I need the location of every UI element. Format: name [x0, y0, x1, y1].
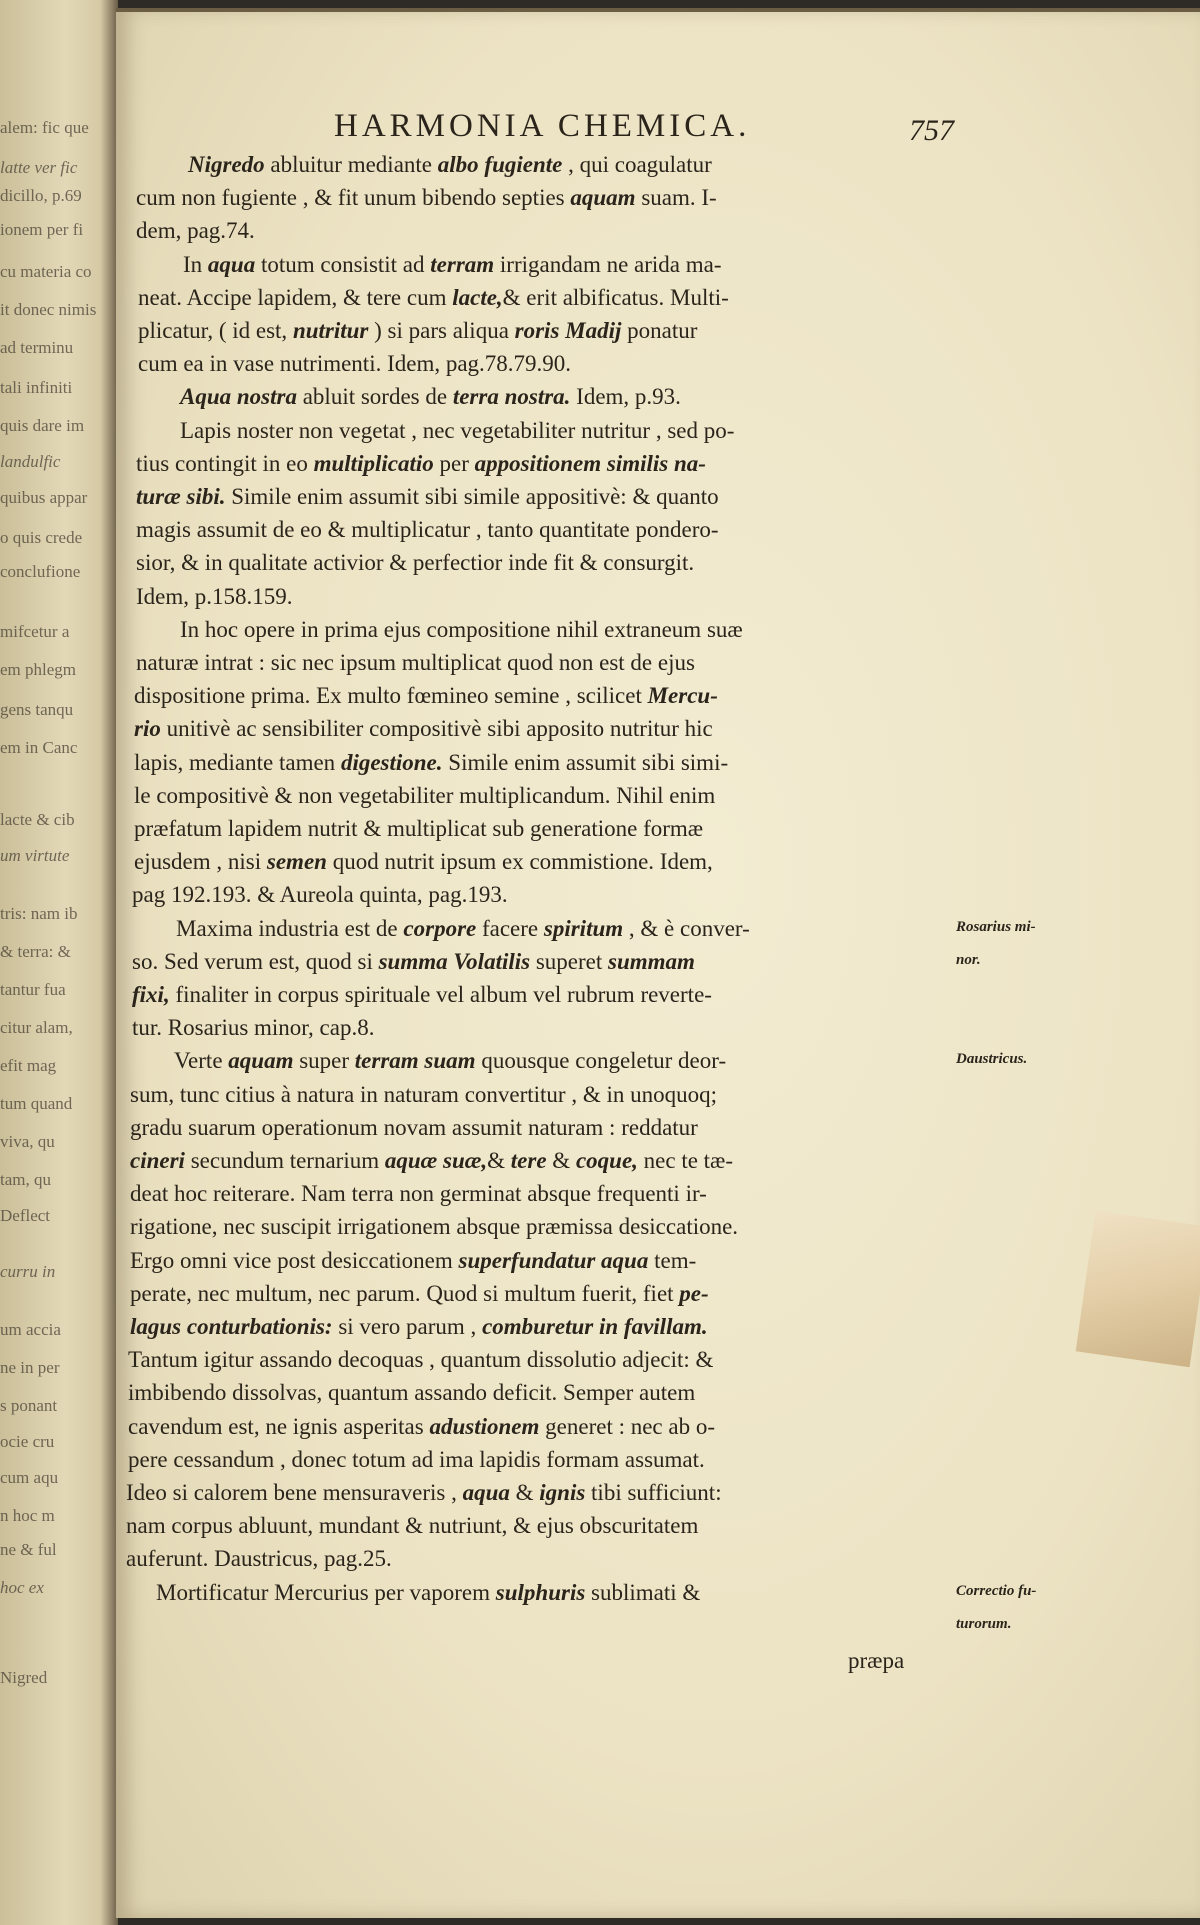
text-run: finaliter in corpus spirituale vel album vel rubrum reverte-: [169, 982, 712, 1007]
text-line: [134, 781, 1200, 811]
text-run: perate, nec multum, nec parum. Quod si multum fuerit, fiet: [130, 1280, 680, 1306]
text-line: [130, 1146, 1200, 1176]
text-run: In hoc opere in prima ejus compositione nihil extraneum suæ: [180, 616, 743, 642]
italic-term: digestione.: [340, 749, 443, 775]
text-line: [134, 681, 1200, 711]
text-run: pere cessandum , donec totum ad ima lapidis formam assumat.: [128, 1446, 705, 1472]
text-run: Tantum igitur assando decoquas , quantum dissolutio adjecit: &: [128, 1347, 714, 1373]
text-run: le compositivè & non vegetabiliter multiplicandum. Nihil enim: [134, 782, 716, 808]
text-run: Maxima industria est de: [176, 915, 404, 941]
text-run: abluitur mediante: [264, 152, 438, 177]
text-run: dem, pag.74.: [136, 218, 255, 244]
left-page-fragment: conclufione: [0, 562, 81, 581]
text-run: Verte: [174, 1048, 229, 1074]
marginal-note: Rosarius mi-: [956, 918, 1036, 935]
italic-term: ignis: [539, 1480, 586, 1505]
marginal-note: turorum.: [956, 1615, 1012, 1632]
italic-term: terra nostra.: [452, 384, 571, 410]
left-page-fragment: um virtute: [0, 846, 70, 865]
text-run: irrigandam ne arida ma-: [494, 251, 722, 277]
text-line: [130, 1179, 1200, 1209]
left-page-fragment: viva, qu: [0, 1132, 55, 1151]
text-line: [130, 1312, 1200, 1342]
left-page-fragment: Nigred: [0, 1668, 48, 1687]
text-run: cum ea in vase nutrimenti. Idem, pag.78.79.90.: [138, 351, 572, 377]
text-run: generet : nec ab o-: [539, 1413, 716, 1439]
text-run: In: [183, 251, 208, 277]
text-line: [134, 748, 1200, 778]
left-page-fragment: n hoc m: [0, 1506, 55, 1525]
paper-bookmark-strip: [1076, 1211, 1200, 1368]
text-line: [132, 980, 1200, 1010]
left-page-fragment: quis dare im: [0, 416, 85, 435]
text-run: gradu suarum operationum novam assumit naturam : reddatur: [130, 1114, 698, 1140]
text-run: tius contingit in eo: [136, 450, 314, 476]
left-page-fragment: o quis crede: [0, 528, 83, 547]
left-page-fragment: latte ver fic: [0, 158, 78, 177]
text-line: [136, 648, 1200, 678]
left-page-fragment: ne & ful: [0, 1540, 57, 1559]
text-line: [130, 1279, 1200, 1309]
left-page-fragment: lacte & cib: [0, 810, 75, 829]
text-run: tur. Rosarius minor, cap.8.: [132, 1015, 375, 1041]
left-page-fragment: alem: fic que: [0, 118, 89, 137]
text-line: [138, 349, 1200, 379]
text-run: abluit sordes de: [296, 384, 453, 410]
left-page-fragment: ne in per: [0, 1358, 60, 1377]
italic-term: cineri: [130, 1148, 185, 1173]
text-run: dispositione prima. Ex multo fœmineo semine , scilicet: [134, 683, 648, 709]
italic-term: adustionem: [429, 1413, 540, 1439]
left-page-fragment: ocie cru: [0, 1432, 55, 1451]
text-line: [130, 1113, 1200, 1143]
text-line: [136, 482, 1200, 512]
text-line: [176, 914, 1200, 944]
text-line: [136, 582, 1200, 612]
text-run: nec te tæ-: [637, 1148, 734, 1173]
text-run: ponatur: [621, 318, 698, 343]
italic-term: turæ sibi.: [136, 484, 226, 509]
text-run: imbibendo dissolvas, quantum assando deficit. Semper autem: [128, 1380, 696, 1406]
text-run: &: [487, 1148, 511, 1173]
text-run: sublimati &: [585, 1579, 701, 1605]
left-page-fragment: gens tanqu: [0, 700, 74, 719]
italic-term: fixi,: [132, 982, 170, 1007]
text-run: tem-: [648, 1247, 697, 1273]
left-page-fragment: hoc ex: [0, 1578, 44, 1597]
italic-term: rio: [134, 716, 161, 742]
text-run: sior, & in qualitate activior & perfectior inde fit & consurgit.: [136, 550, 695, 576]
left-page-fragment: quibus appar: [0, 488, 88, 507]
page-top-rule: [116, 8, 1200, 12]
text-run: ) si pars aliqua: [368, 318, 515, 343]
italic-term: appositionem similis na-: [474, 450, 706, 476]
text-run: Idem, p.158.159.: [136, 583, 293, 609]
left-page-fragment: em phlegm: [0, 660, 77, 679]
italic-term: Nigredo: [188, 152, 265, 177]
text-run: Lapis noster non vegetat , nec vegetabiliter nutritur , sed po-: [180, 417, 735, 443]
text-line: [128, 1345, 1200, 1375]
left-page-fragment: cum aqu: [0, 1468, 59, 1487]
text-run: & erit albificatus. Multi-: [502, 284, 729, 310]
text-line: [132, 880, 1200, 910]
text-line: [126, 1544, 1200, 1574]
italic-term: sulphuris: [495, 1579, 586, 1605]
left-page-fragment: em in Canc: [0, 738, 78, 757]
marginal-note: Daustricus.: [956, 1051, 1028, 1068]
left-page-fragment: tris: nam ib: [0, 904, 78, 923]
text-line: [156, 1578, 1200, 1608]
text-line: [128, 1378, 1200, 1408]
page-number: 757: [909, 114, 954, 147]
text-run: magis assumit de eo & multiplicatur , tanto quantitate pondero-: [136, 517, 719, 543]
italic-term: superfundatur aqua: [458, 1247, 649, 1273]
text-line: [136, 515, 1200, 545]
text-run: si vero parum ,: [332, 1314, 483, 1339]
text-line: [138, 283, 1200, 313]
text-run: totum consistit ad: [255, 251, 431, 277]
text-run: Simile enim assumit sibi simile appositivè: & quanto: [225, 484, 719, 509]
book-page: [116, 8, 1200, 1918]
marginal-note: Correctio fu-: [956, 1582, 1037, 1599]
italic-term: coque,: [575, 1148, 638, 1173]
left-page-fragment: ionem per fi: [0, 220, 84, 239]
text-run: cum non fugiente , & fit unum bibendo septies: [136, 185, 571, 211]
italic-term: tere: [510, 1148, 547, 1173]
text-run: facere: [476, 915, 544, 941]
text-line: [180, 615, 1200, 645]
text-run: nam corpus abluunt, mundant & nutriunt, & ejus obscuritatem: [126, 1513, 699, 1539]
text-line: [130, 1080, 1200, 1110]
italic-term: aquam: [228, 1048, 294, 1074]
left-page-fragment: Deflect: [0, 1206, 51, 1225]
text-line: [128, 1445, 1200, 1475]
text-run: super: [293, 1048, 355, 1074]
text-line: [183, 250, 1200, 280]
text-line: [188, 150, 1200, 180]
text-run: sum, tunc citius à natura in naturam convertitur , & in unoquoq;: [130, 1081, 718, 1107]
text-run: deat hoc reiterare. Nam terra non germinat absque frequenti ir-: [130, 1181, 707, 1207]
running-head: HARMONIA CHEMICA.: [334, 108, 751, 144]
text-run: unitivè ac sensibiliter compositivè sibi apposito nutritur hic: [160, 716, 713, 742]
text-run: ejusdem , nisi: [134, 849, 267, 875]
text-run: Ergo omni vice post desiccationem: [130, 1247, 459, 1273]
text-line: [126, 1511, 1200, 1541]
left-page-fragment: citur alam,: [0, 1018, 73, 1037]
italic-term: aqua: [462, 1480, 510, 1505]
text-line: [132, 947, 1200, 977]
left-page-fragment: mifcetur a: [0, 622, 70, 641]
text-run: so. Sed verum est, quod si: [132, 948, 379, 974]
italic-term: multiplicatio: [313, 450, 434, 476]
catchword: præpa: [848, 1648, 905, 1673]
text-run: quousque congeletur deor-: [475, 1048, 727, 1074]
text-line: [180, 382, 1200, 412]
left-page-fragment: cu materia co: [0, 262, 92, 281]
left-page-fragment: tam, qu: [0, 1170, 51, 1189]
text-run: &: [546, 1148, 576, 1173]
italic-term: summa Volatilis: [378, 948, 531, 974]
italic-term: pe-: [679, 1280, 709, 1306]
text-run: suam. I-: [635, 185, 717, 211]
text-run: superet: [530, 948, 608, 974]
text-run: , & è conver-: [623, 915, 750, 941]
italic-term: summam: [608, 948, 695, 974]
text-run: tibi sufficiunt:: [585, 1480, 722, 1505]
text-run: præfatum lapidem nutrit & multiplicat sub generatione formæ: [134, 816, 704, 841]
text-line: [134, 814, 1200, 844]
text-run: neat. Accipe lapidem, & tere cum: [138, 284, 453, 310]
text-run: quod nutrit ipsum ex commistione. Idem,: [326, 849, 713, 875]
italic-term: nutritur: [292, 318, 369, 343]
italic-term: lacte,: [452, 284, 503, 310]
left-facing-page: [0, 0, 118, 1925]
text-run: Idem, p.93.: [570, 384, 681, 410]
italic-term: Aqua nostra: [180, 384, 297, 410]
text-run: Ideo si calorem bene mensuraveris ,: [126, 1480, 463, 1505]
italic-term: aqua: [207, 251, 256, 277]
text-run: secundum ternarium: [184, 1148, 385, 1173]
italic-term: comburetur in favillam.: [482, 1314, 708, 1339]
text-run: rigatione, nec suscipit irrigationem absque præmissa desiccatione.: [130, 1214, 739, 1240]
italic-term: terram: [430, 251, 495, 277]
italic-term: roris Madij: [514, 318, 622, 343]
text-line: [134, 847, 1200, 877]
left-page-fragment: tali infiniti: [0, 378, 73, 397]
text-run: , qui coagulatur: [562, 152, 712, 177]
text-line: [174, 1046, 1200, 1076]
text-line: [138, 316, 1200, 346]
italic-term: spiritum: [543, 915, 624, 941]
text-run: Simile enim assumit sibi simi-: [442, 749, 729, 775]
text-line: [136, 183, 1200, 213]
left-page-fragment: & terra: &: [0, 942, 71, 961]
italic-term: lagus conturbationis:: [130, 1314, 333, 1339]
text-line: [128, 1412, 1200, 1442]
text-run: pag 192.193. & Aureola quinta, pag.193.: [132, 882, 508, 908]
left-page-fragment: landulfic: [0, 452, 61, 471]
left-page-fragment: tum quand: [0, 1094, 73, 1113]
text-run: &: [509, 1480, 540, 1505]
text-run: cavendum est, ne ignis asperitas: [128, 1413, 430, 1439]
italic-term: albo fugiente: [437, 152, 563, 177]
text-line: [136, 548, 1200, 578]
italic-term: aquæ suæ,: [384, 1148, 488, 1173]
italic-term: terram suam: [354, 1048, 476, 1074]
text-run: auferunt. Daustricus, pag.25.: [126, 1546, 392, 1572]
marginal-note: nor.: [956, 951, 981, 968]
text-line: [134, 714, 1200, 744]
italic-term: Mercu-: [647, 683, 718, 709]
text-line: [180, 416, 1200, 446]
left-page-fragment: curru in: [0, 1262, 56, 1281]
left-page-fragment: efit mag: [0, 1056, 57, 1075]
text-run: lapis, mediante tamen: [134, 749, 341, 775]
left-page-fragment: tantur fua: [0, 980, 66, 999]
left-page-fragment: s ponant: [0, 1396, 58, 1415]
text-line: [136, 216, 1200, 246]
text-run: Mortificatur Mercurius per vaporem: [156, 1579, 496, 1605]
italic-term: semen: [266, 849, 327, 875]
italic-term: corpore: [403, 915, 477, 941]
text-line: [136, 449, 1200, 479]
left-page-fragment: dicillo, p.69: [0, 186, 82, 205]
left-page-fragment: ad terminu: [0, 338, 74, 357]
text-run: naturæ intrat : sic nec ipsum multiplicat quod non est de ejus: [136, 650, 695, 675]
text-line: [132, 1013, 1200, 1043]
text-line: [130, 1212, 1200, 1242]
text-run: per: [433, 450, 475, 476]
left-page-fragment: um accia: [0, 1320, 61, 1339]
text-line: [126, 1478, 1200, 1508]
text-line: [130, 1246, 1200, 1276]
left-page-fragment: it donec nimis: [0, 300, 97, 319]
italic-term: aquam: [570, 185, 636, 211]
text-run: plicatur, ( id est,: [138, 318, 293, 343]
